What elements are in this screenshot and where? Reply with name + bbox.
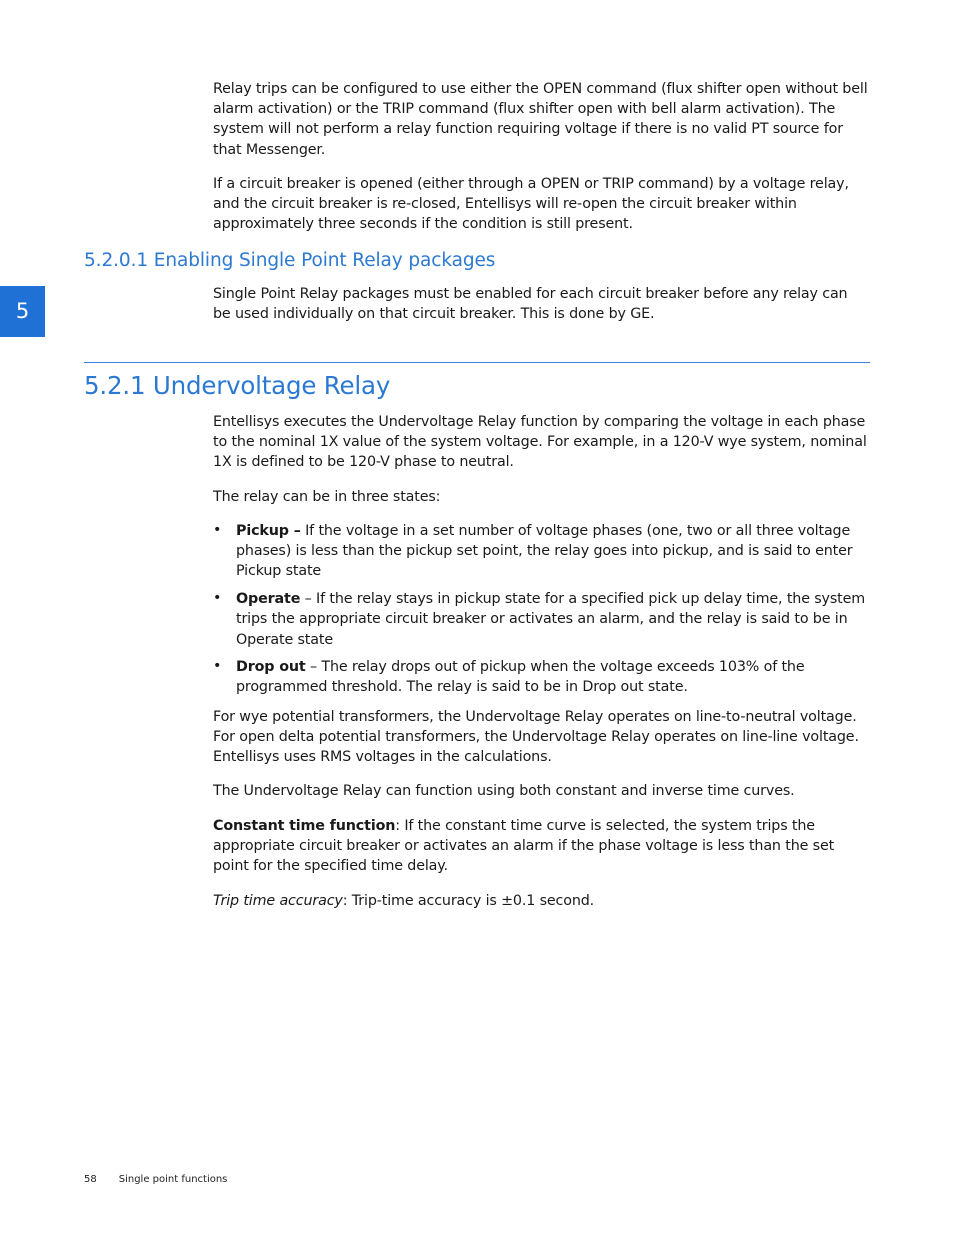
bullet-icon: • bbox=[213, 658, 222, 675]
text-pickup: If the voltage in a set number of voltage phases (one, two or all three voltage phases) is less than the pickup set point, the relay goes into pickup, and is said to enter Pickup state bbox=[236, 523, 853, 580]
text-drop-out: – The relay drops out of pickup when the voltage exceeds 103% of the programmed threshold. The relay is said to be in Drop out state. bbox=[236, 659, 805, 696]
trip-accuracy-text: : Trip-time accuracy is ±0.1 second. bbox=[342, 893, 595, 909]
page-number: 58 bbox=[84, 1174, 97, 1185]
page-footer bbox=[84, 1174, 227, 1185]
constant-time-text: : If the constant time curve is selected, the system trips the appropriate circuit breaker or activates an alarm if the phase voltage is less than the set point for the specified time delay. bbox=[213, 818, 835, 875]
list-item-operate bbox=[213, 589, 869, 650]
paragraph-potential-transformers: For wye potential transformers, the Undervoltage Relay operates on line-to-neutral voltage. For open delta potential transformers, the Undervoltage Relay operates on line-line voltage. Entellisys uses RMS voltages in the calculations. bbox=[213, 709, 859, 766]
list-item-pickup bbox=[213, 521, 869, 582]
paragraph-undervoltage-intro: Entellisys executes the Undervoltage Relay function by comparing the voltage in each phase to the nominal 1X value of the system voltage. For example, in a 120-V wye system, nominal 1X is defined to be 120-V phase to neutral. bbox=[213, 414, 867, 471]
section-heading: 5.2.1 Undervoltage Relay bbox=[84, 371, 391, 400]
constant-time-label: Constant time function bbox=[213, 818, 396, 834]
bullet-icon: • bbox=[213, 590, 222, 607]
paragraph-enable-packages: Single Point Relay packages must be enabled for each circuit breaker before any relay can be used individually on that circuit breaker. This is done by GE. bbox=[213, 286, 848, 323]
list-item-drop-out bbox=[213, 657, 869, 697]
term-pickup: Pickup – bbox=[236, 523, 301, 539]
paragraph-trip-accuracy bbox=[213, 891, 869, 911]
trip-accuracy-label: Trip time accuracy bbox=[213, 893, 343, 909]
paragraph-constant-time bbox=[213, 816, 869, 877]
section-divider bbox=[84, 362, 870, 363]
paragraph-time-curves: The Undervoltage Relay can function using both constant and inverse time curves. bbox=[213, 783, 795, 799]
subsection-heading: 5.2.0.1 Enabling Single Point Relay packages bbox=[84, 250, 496, 271]
paragraph-three-states: The relay can be in three states: bbox=[213, 489, 441, 505]
paragraph-relay-trips: Relay trips can be configured to use either the OPEN command (flux shifter open without bell alarm activation) or the TRIP command (flux shifter open with bell alarm activation). The system will not perform a relay function requiring voltage if there is no valid PT source for that Messenger. bbox=[213, 81, 868, 158]
relay-states-list bbox=[213, 521, 869, 705]
chapter-tab: 5 bbox=[0, 286, 45, 337]
bullet-icon: • bbox=[213, 522, 222, 538]
term-operate: Operate bbox=[236, 591, 301, 608]
text-operate: – If the relay stays in pickup state for a specified pick up delay time, the system trips the appropriate circuit breaker or activates an alarm, and the relay is said to be in Operate state bbox=[236, 591, 866, 648]
paragraph-reclose: If a circuit breaker is opened (either through a OPEN or TRIP command) by a voltage relay, and the circuit breaker is re-closed, Entellisys will re-open the circuit breaker within approximately three seconds if the condition is still present. bbox=[213, 176, 849, 233]
term-drop-out: Drop out bbox=[236, 659, 306, 676]
footer-title: Single point functions bbox=[118, 1174, 228, 1185]
